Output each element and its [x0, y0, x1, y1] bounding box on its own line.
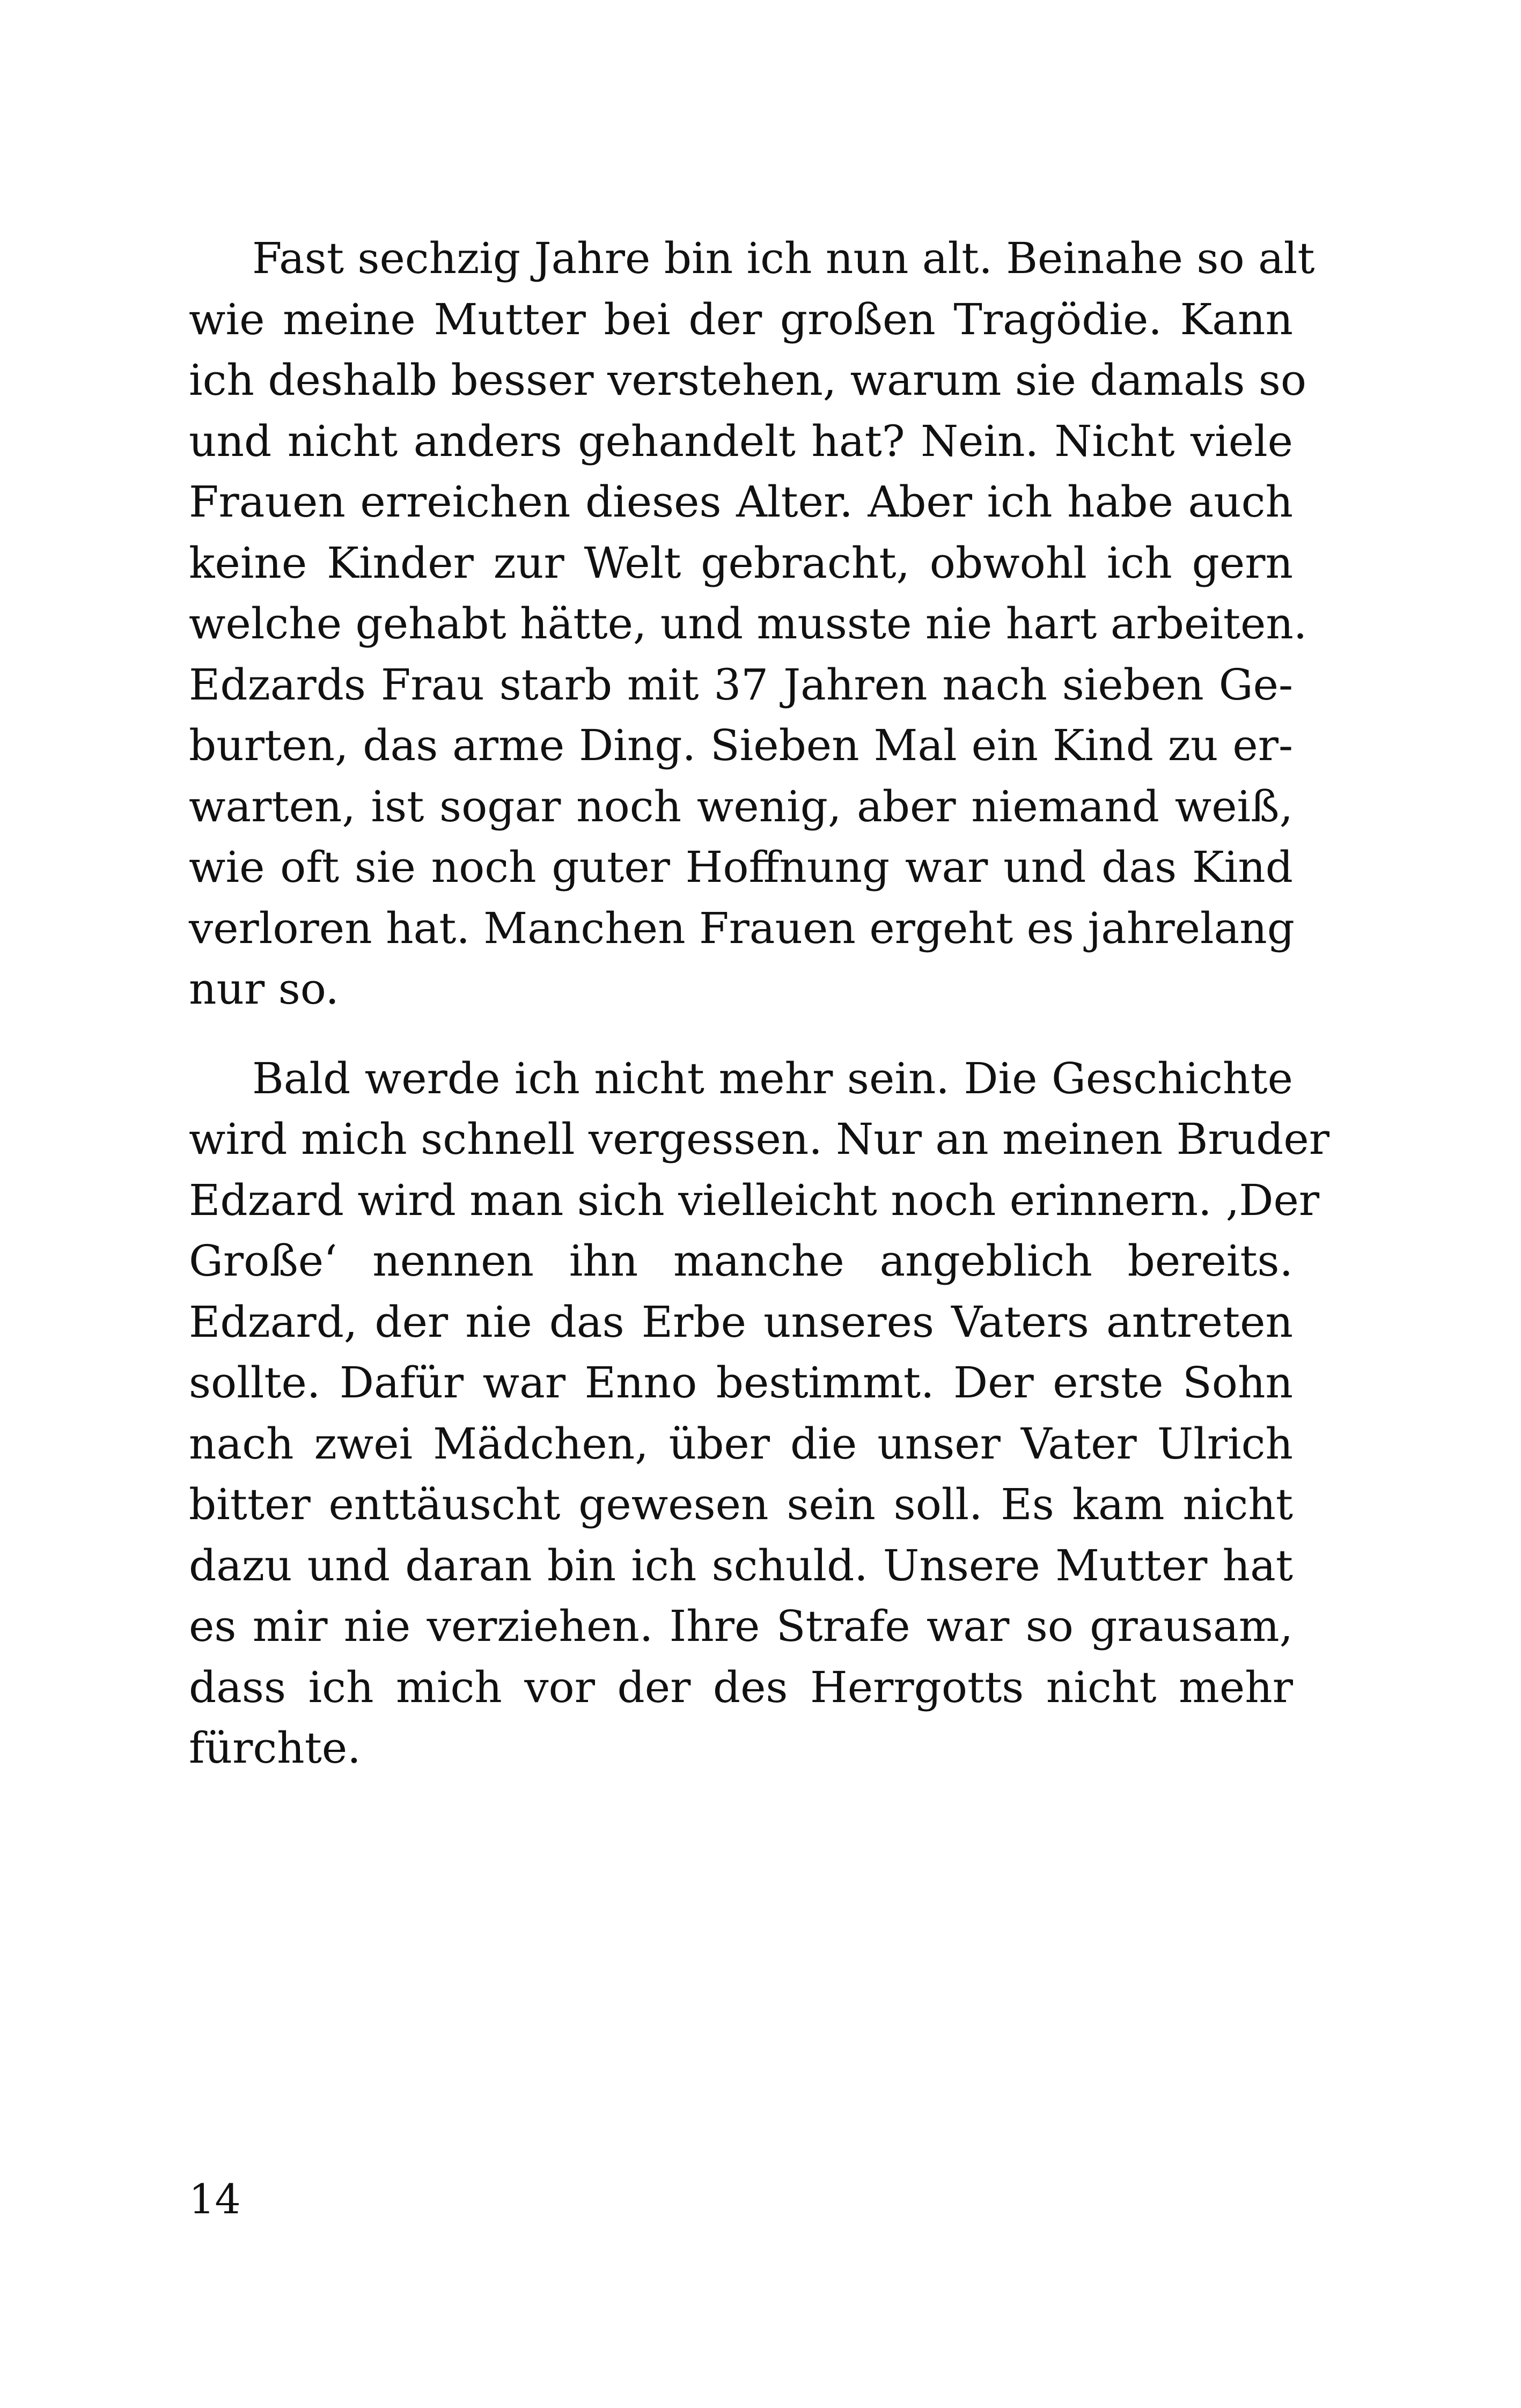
paragraph-1-line-11: wie oft sie noch guter Hoffnung war und das Kind	[189, 842, 1293, 892]
paragraph-2-line-10: es mir nie verziehen. Ihre Strafe war so grausam,	[189, 1601, 1293, 1651]
paragraph-1-line-12: verloren hat. Manchen Frauen ergeht es jahrelang	[189, 903, 1295, 953]
paragraph-2-line-2: wird mich schnell vergessen. Nur an meinen Bruder	[189, 1114, 1329, 1164]
paragraph-1-line-10: warten, ist sogar noch wenig, aber niemand weiß,	[189, 781, 1293, 831]
paragraph-2-line-6: sollte. Dafür war Enno bestimmt. Der erste Sohn	[189, 1358, 1293, 1408]
paragraph-2-line-11: dass ich mich vor der des Herrgotts nicht mehr	[189, 1662, 1293, 1712]
paragraph-1-line-7: welche gehabt hätte, und musste nie hart arbeiten.	[189, 599, 1307, 649]
paragraph-1-line-8: Edzards Frau starb mit 37 Jahren nach sieben Ge-	[189, 659, 1293, 710]
paragraph-1-line-5: Frauen erreichen dieses Alter. Aber ich habe auch	[189, 477, 1293, 527]
paragraph-1-line-3: ich deshalb besser verstehen, warum sie damals so	[189, 355, 1307, 405]
body-text	[189, 228, 1329, 1779]
paragraph-spacer	[189, 1020, 1293, 1048]
paragraph-2-line-8: bitter enttäuscht gewesen sein soll. Es kam nicht	[189, 1479, 1293, 1529]
paragraph-2-line-7: nach zwei Mädchen, über die unser Vater Ulrich	[189, 1418, 1293, 1469]
page-number: 14	[189, 2175, 241, 2223]
paragraph-1-line-2: wie meine Mutter bei der großen Tragödie. Kann	[189, 294, 1293, 344]
paragraph-1-line-9: burten, das arme Ding. Sieben Mal ein Kind zu er-	[189, 720, 1293, 770]
paragraph-1-line-6: keine Kinder zur Welt gebracht, obwohl ich gern	[189, 537, 1293, 588]
paragraph-2-line-1: Bald werde ich nicht mehr sein. Die Geschichte	[252, 1053, 1293, 1103]
paragraph-1-line-13: nur so.	[189, 964, 339, 1014]
paragraph-2-line-5: Edzard, der nie das Erbe unseres Vaters antreten	[189, 1297, 1293, 1347]
paragraph-2-line-12: fürchte.	[189, 1723, 361, 1773]
paragraph-1-line-4: und nicht anders gehandelt hat? Nein. Nicht viele	[189, 416, 1293, 466]
paragraph-2-line-3: Edzard wird man sich vielleicht noch erinnern. ‚Der	[189, 1175, 1320, 1225]
paragraph-2-line-4: Große‘ nennen ihn manche angeblich bereits.	[189, 1236, 1293, 1286]
paragraph-2-line-9: dazu und daran bin ich schuld. Unsere Mutter hat	[189, 1540, 1293, 1590]
paragraph-1-line-1: Fast sechzig Jahre bin ich nun alt. Beinahe so alt	[252, 233, 1315, 283]
